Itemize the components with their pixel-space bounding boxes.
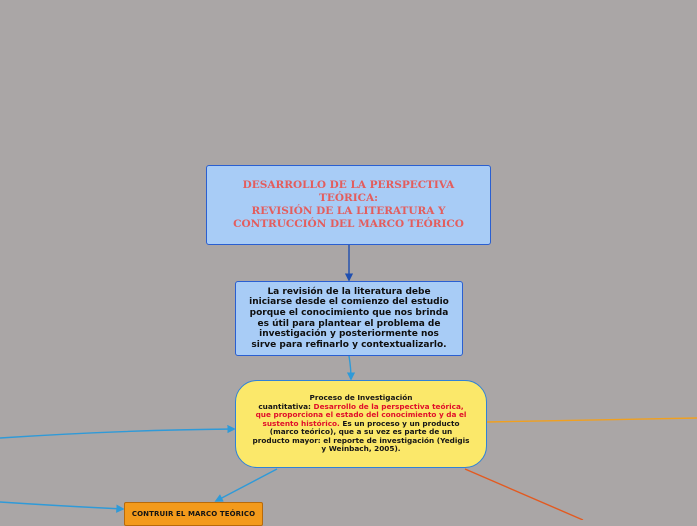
root-topic-node[interactable]	[206, 165, 491, 245]
literature-review-text: La revisión de la literatura debe iniciarse desde el comienzo del estudio porque el conocimiento que nos brinda es útil para plantear el problema de investigación y posteriormente nos sirve para refinarlo y contextualizarlo.	[249, 286, 449, 350]
research-process-text	[250, 394, 472, 454]
root-topic-title: DESARROLLO DE LA PERSPECTIVA TEÓRICA: REVISIÓN DE LA LITERATURA Y CONTRUCCIÓN DEL MARCO TEÓRICO	[233, 179, 464, 230]
process-highlight: Desarrollo de la perspectiva teórica, que proporciona el estado del conocimiento y da el sustento histórico.	[255, 401, 467, 428]
connector-left-upper	[0, 429, 234, 438]
literature-review-node[interactable]	[235, 281, 463, 356]
connector-left-lower	[0, 502, 123, 509]
connector-right-upper	[487, 418, 697, 422]
connector-right-lower	[465, 469, 583, 520]
process-body: Es un proceso y un producto (marco teórico), que a su vez es parte de un producto mayor: el reporte de investigación (Yedigis y Weinbach, 2005).	[252, 418, 470, 454]
connector-process-to-marco	[216, 469, 277, 501]
process-lead: cuantitativa:	[258, 401, 311, 411]
research-process-node[interactable]	[235, 380, 487, 468]
connector-literature-to-process	[349, 356, 351, 379]
process-title: Proceso de Investigación	[309, 392, 413, 402]
build-theoretical-framework-label: CONTRUIR EL MARCO TEÓRICO	[131, 510, 256, 518]
build-theoretical-framework-node[interactable]	[124, 502, 263, 526]
